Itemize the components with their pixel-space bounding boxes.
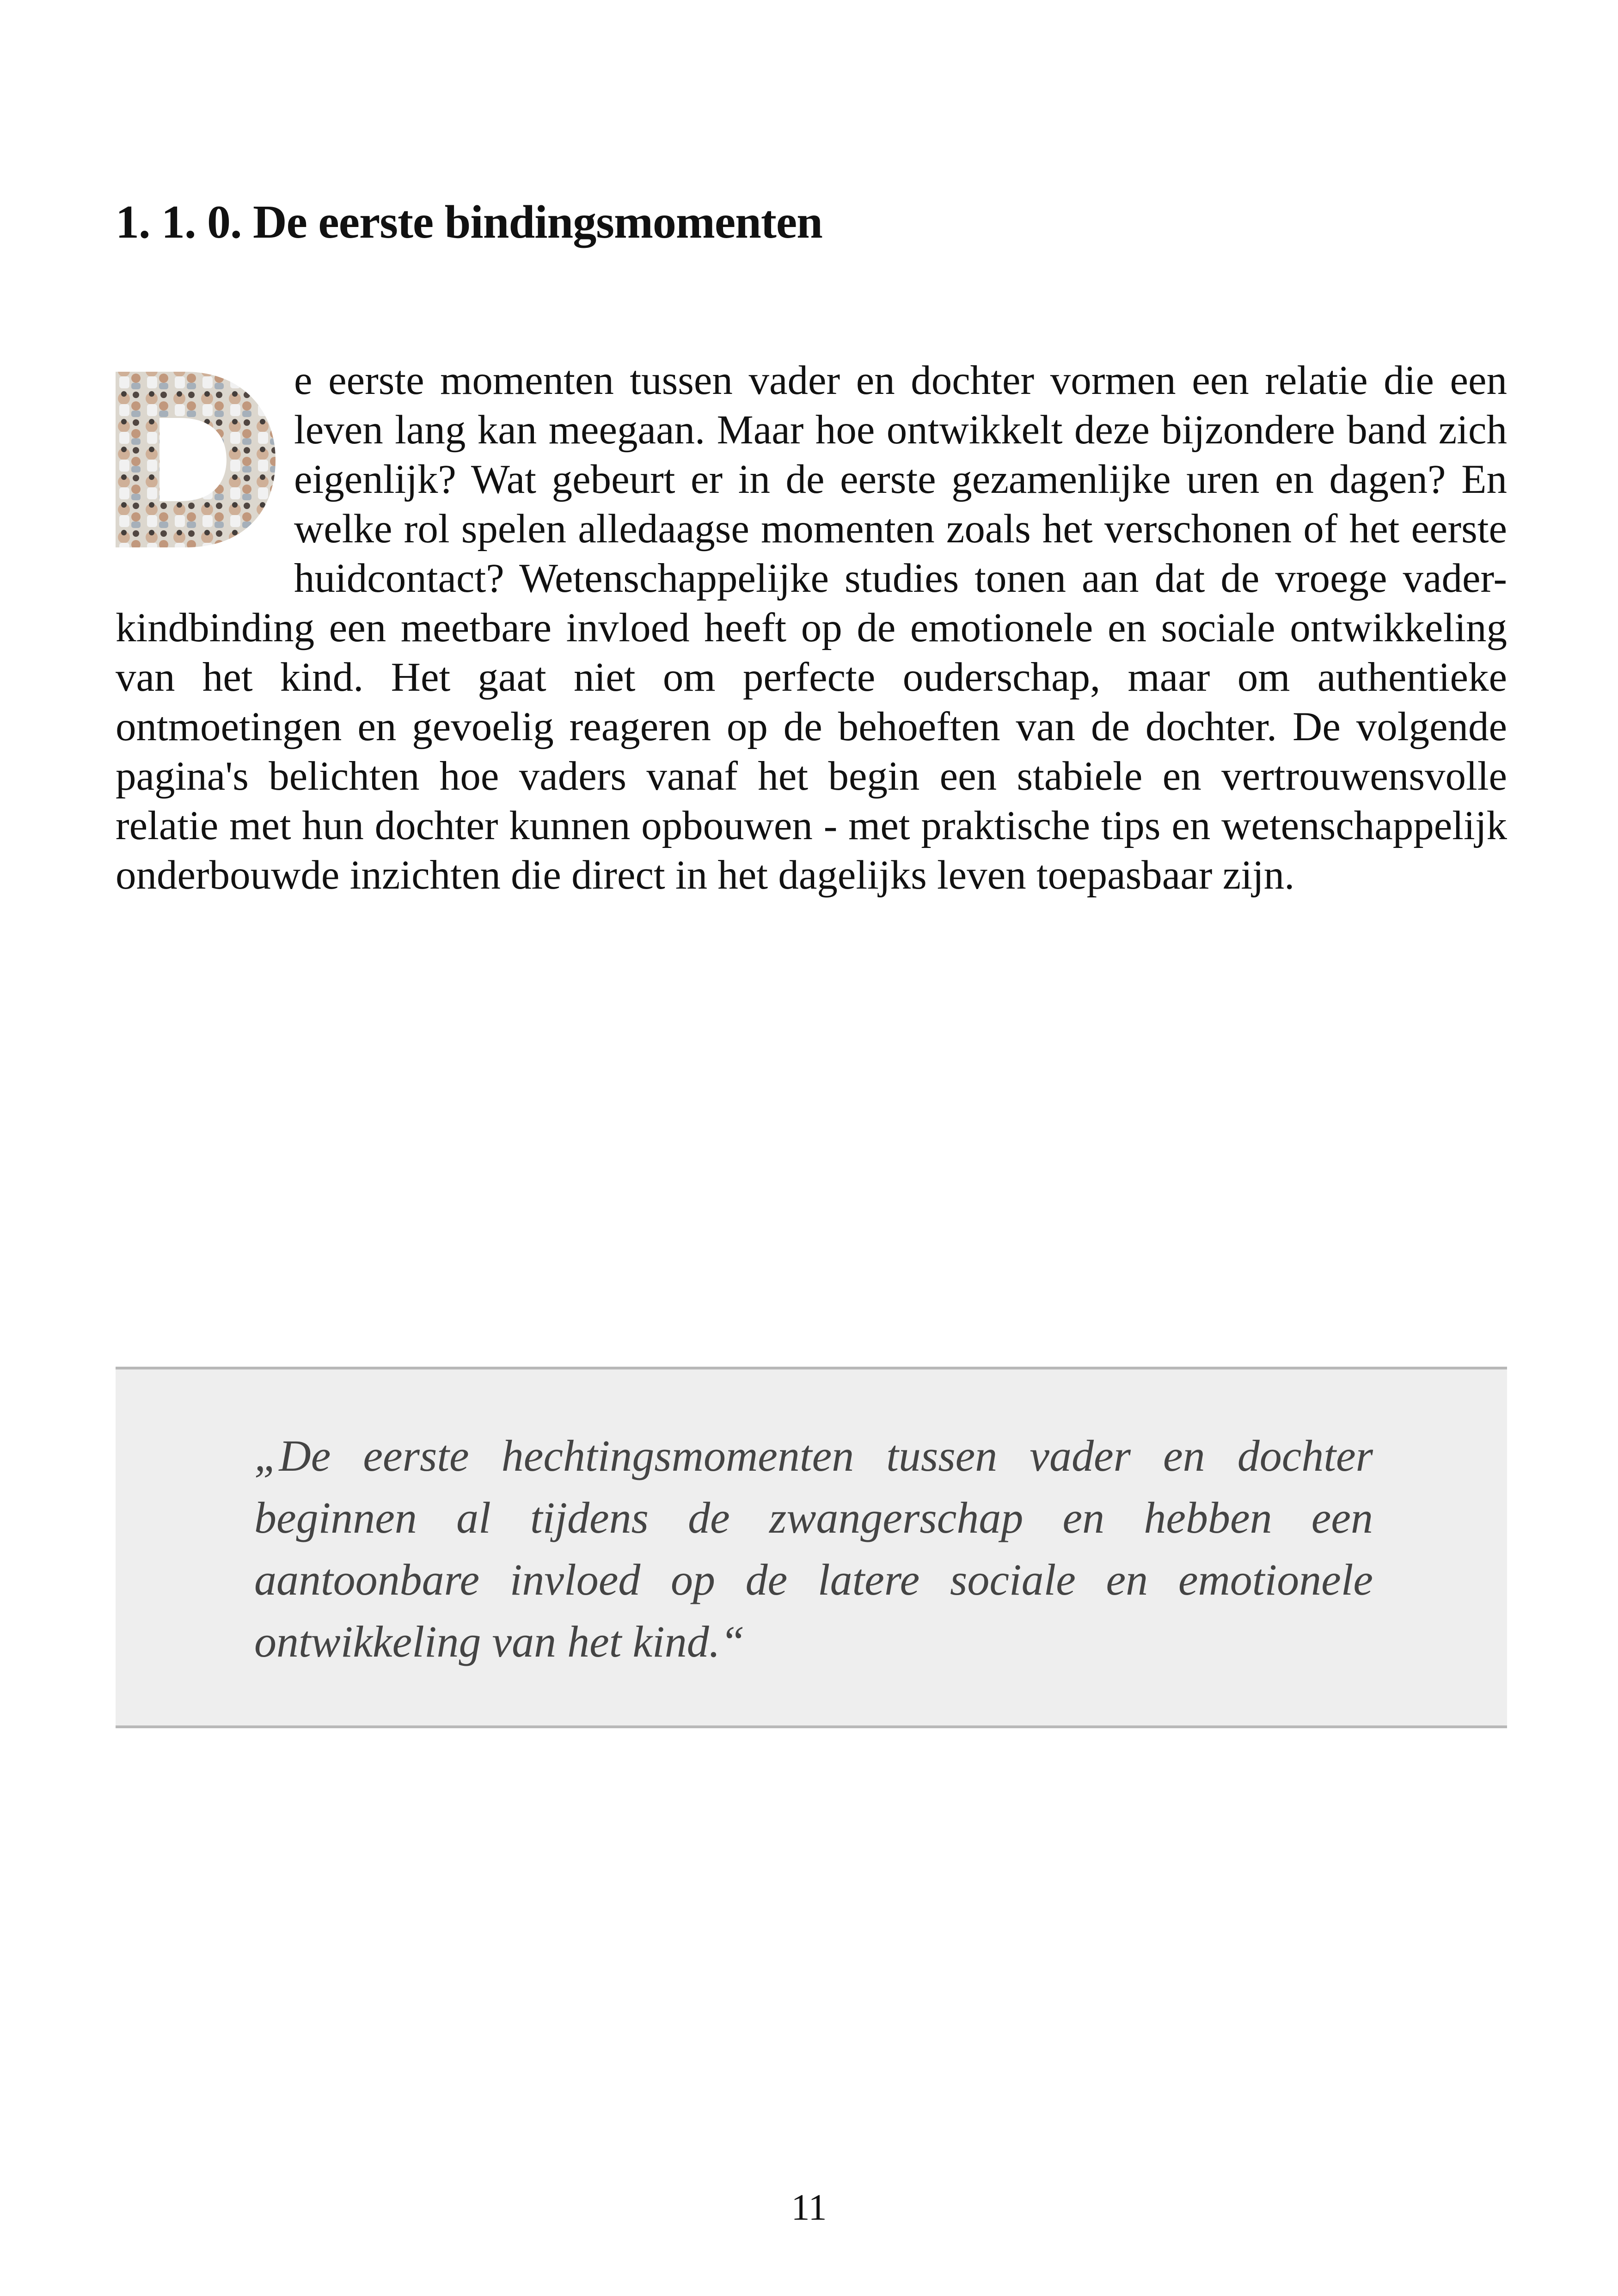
- intro-paragraph-text: e eerste momenten tussen vader en dochter vormen een relatie die een leven lang kan meegaan. Maar hoe ontwikkelt deze bijzondere band zich eigenlijk? Wat gebeurt er in de eerste gezamenlijke uren en dagen? En welke rol spelen alledaagse momenten zoals het verschonen of het eerste huidcontact? Wetenschappelijke studies tonen aan dat de vroege vader-kindbinding een meetbare invloed heeft op de emotionele en sociale ontwikkeling van het kind. Het gaat niet om perfecte ouderschap, maar om authentieke ontmoetingen en gevoelig reageren op de behoeften van de dochter. De volgende pagina's belichten hoe vaders vanaf het begin een stabiele en vertrouwensvolle relatie met hun dochter kunnen opbouwen - met praktische tips en wetenschappelijk onderbouwde inzichten die direct in het dagelijks leven toepasbaar zijn.: [116, 358, 1507, 898]
- section-heading: 1. 1. 0. De eerste bindingsmomenten: [116, 196, 822, 248]
- intro-paragraph: [116, 356, 1507, 900]
- quote-box: [116, 1367, 1507, 1728]
- page-number: 11: [791, 2187, 827, 2228]
- dropcap-photo-collage-letter: [116, 362, 276, 557]
- quote-text: „De eerste hechtingsmomenten tussen vader en dochter beginnen al tijdens de zwangerschap en hebben een aantoonbare invloed op de latere sociale en emotionele ontwikkeling van het kind.“: [254, 1431, 1373, 1666]
- dropcap-letter-image: [116, 362, 276, 557]
